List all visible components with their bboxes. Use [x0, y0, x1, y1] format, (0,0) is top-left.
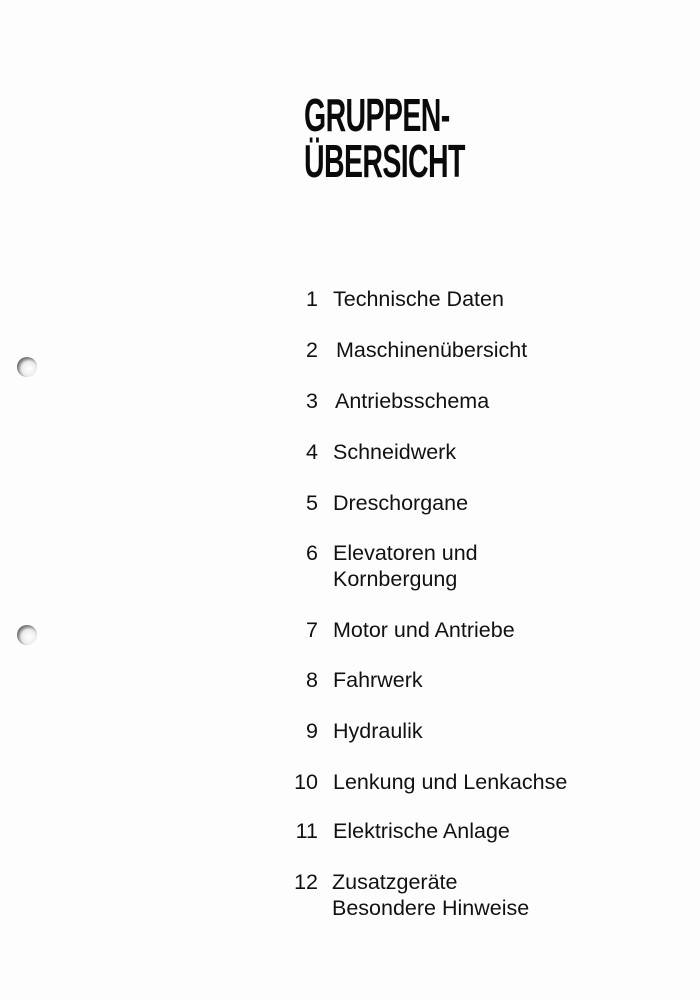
toc-title-line: Elevatoren und — [333, 541, 478, 565]
toc-number: 11 — [295, 819, 318, 843]
toc-title — [332, 869, 529, 921]
toc-number: 4 — [306, 440, 318, 464]
toc-title-line: Maschinenübersicht — [336, 338, 528, 362]
toc-title-line: Zusatzgeräte — [332, 870, 458, 894]
toc-title — [333, 667, 423, 693]
toc-number: 10 — [294, 770, 318, 794]
toc-title-line: Motor und Antriebe — [333, 618, 515, 642]
toc-number: 9 — [306, 719, 318, 743]
toc-title-line: Besondere Hinweise — [332, 896, 530, 920]
toc-title — [333, 540, 478, 592]
toc-number: 6 — [306, 541, 318, 565]
toc-title — [333, 818, 510, 844]
toc-number: 7 — [306, 618, 318, 642]
toc-title-line: Kornbergung — [333, 567, 458, 591]
toc-title — [333, 490, 468, 516]
toc-title-line: Dreschorgane — [333, 491, 469, 515]
toc-title — [333, 769, 567, 795]
toc-title — [333, 286, 504, 312]
toc-number: 8 — [306, 668, 318, 692]
toc-title-line: Schneidwerk — [333, 440, 457, 464]
toc-title-line: Hydraulik — [333, 719, 423, 743]
toc-title-line: Fahrwerk — [333, 668, 423, 692]
toc-number: 2 — [306, 338, 318, 362]
toc-title-line: Lenkung und Lenkachse — [333, 770, 568, 794]
toc-number: 5 — [306, 491, 318, 515]
toc-title-line: Elektrische Anlage — [333, 819, 510, 843]
toc-title-line: Antriebsschema — [335, 389, 490, 413]
toc-number: 1 — [306, 287, 318, 311]
toc-number: 3 — [306, 389, 318, 413]
toc-title-line: Technische Daten — [333, 287, 504, 311]
title-line-2: ÜBERSICHT — [304, 135, 465, 187]
toc-title — [336, 337, 527, 363]
toc-title — [333, 718, 423, 744]
toc-title — [333, 617, 515, 643]
toc-title — [333, 439, 456, 465]
toc-title — [335, 388, 489, 414]
toc-number: 12 — [294, 870, 318, 894]
title-line-1: GRUPPEN- — [304, 89, 450, 141]
